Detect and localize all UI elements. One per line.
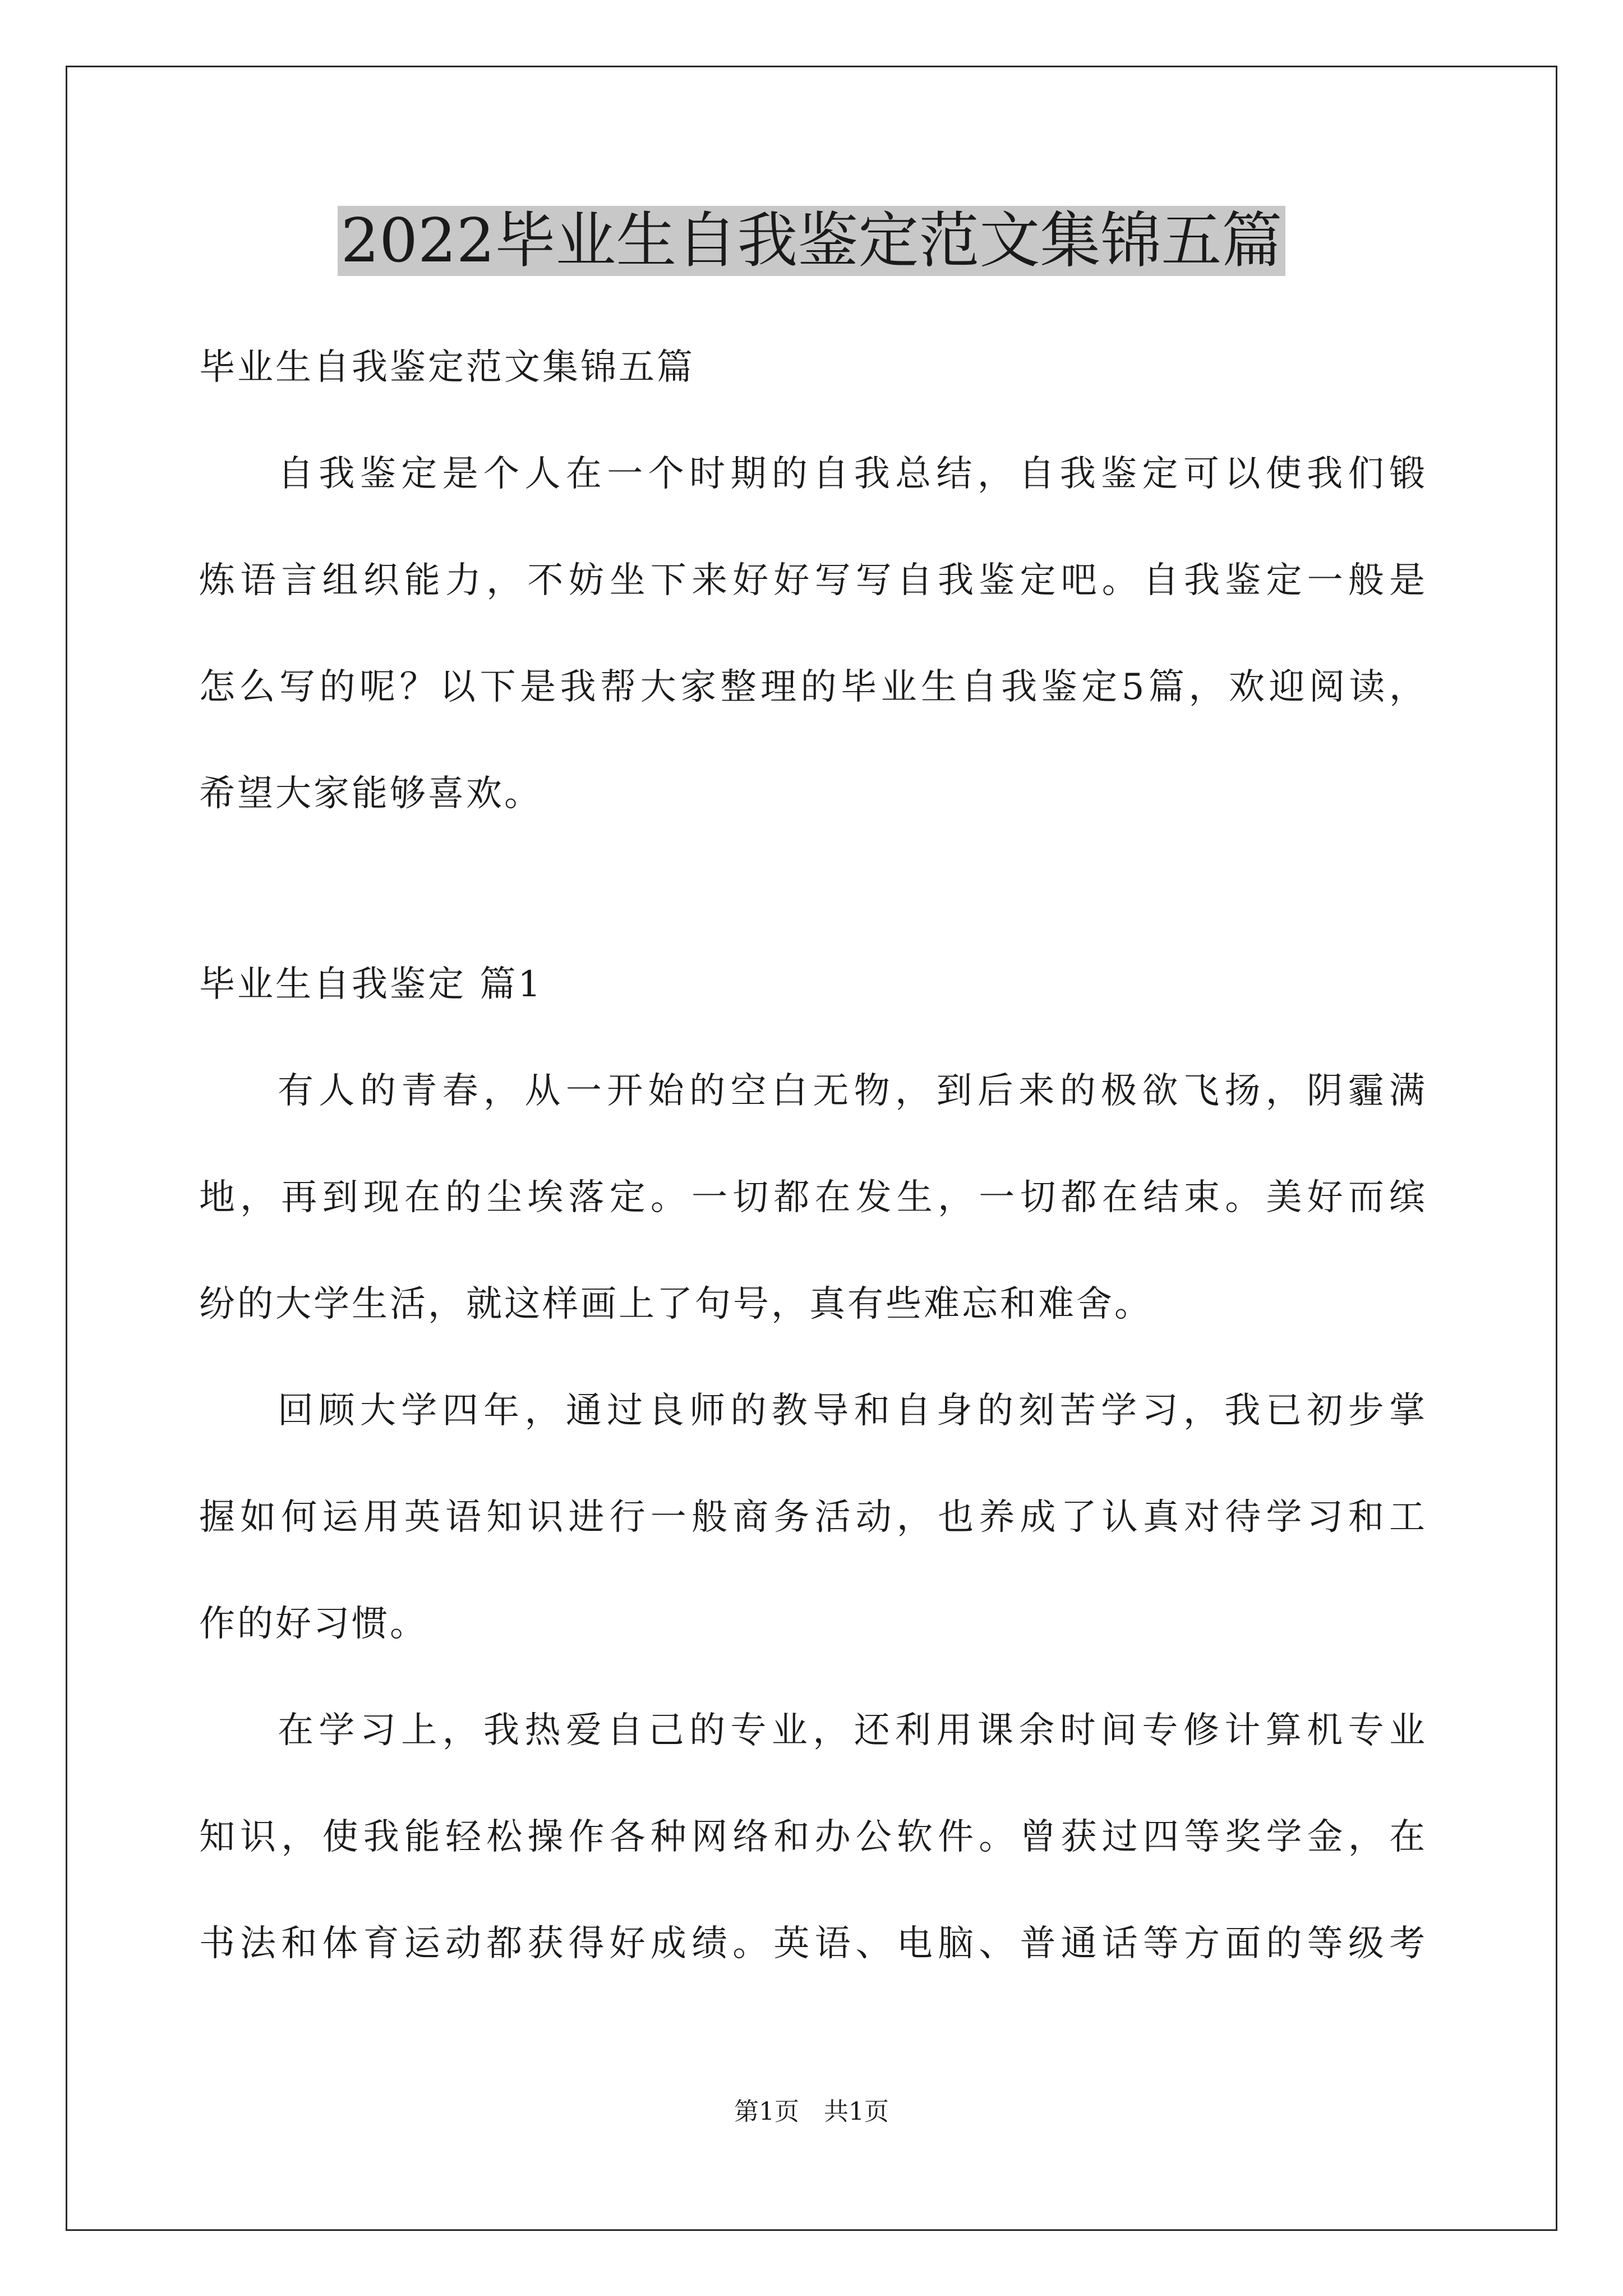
paragraph-line: 知识，使我能轻松操作各种网络和办公软件。曾获过四等奖学金，在 — [199, 1816, 1427, 1858]
page-footer: 第1页 共1页 — [734, 2097, 889, 2126]
section-gap — [199, 847, 1427, 931]
paragraph-line: 回顾大学四年，通过良师的教导和自身的刻苦学习，我已初步掌 — [278, 1390, 1427, 1432]
subtitle: 毕业生自我鉴定范文集锦五篇 — [199, 347, 695, 388]
paragraph-line: 在学习上，我热爱自己的专业，还利用课余时间专修计算机专业 — [278, 1710, 1427, 1751]
paragraph-line: 有人的青春，从一开始的空白无物，到后来的极欲飞扬，阴霾满 — [278, 1070, 1427, 1112]
intro-line: 自我鉴定是个人在一个时期的自我总结，自我鉴定可以使我们锻 — [278, 453, 1427, 495]
intro-line: 希望大家能够喜欢。 — [199, 773, 542, 815]
paragraph-line: 书法和体育运动都获得好成绩。英语、电脑、普通话等方面的等级考 — [199, 1923, 1427, 1964]
document-title-text: 2022毕业生自我鉴定范文集锦五篇 — [338, 206, 1286, 276]
intro-line: 炼语言组织能力，不妨坐下来好好写写自我鉴定吧。自我鉴定一般是 — [199, 560, 1427, 601]
paragraph-line: 纷的大学生活，就这样画上了句号，真有些难忘和难舍。 — [199, 1283, 1152, 1325]
paragraph-line: 地，再到现在的尘埃落定。一切都在发生，一切都在结束。美好而缤 — [199, 1177, 1427, 1218]
document-title — [0, 202, 1623, 280]
section-heading: 毕业生自我鉴定 篇1 — [199, 964, 543, 1005]
paragraph-line: 作的好习惯。 — [199, 1603, 428, 1645]
document-body — [199, 314, 1427, 1997]
intro-line: 怎么写的呢？以下是我帮大家整理的毕业生自我鉴定5篇，欢迎阅读， — [199, 666, 1427, 708]
paragraph-line: 握如何运用英语知识进行一般商务活动，也养成了认真对待学习和工 — [199, 1497, 1427, 1538]
